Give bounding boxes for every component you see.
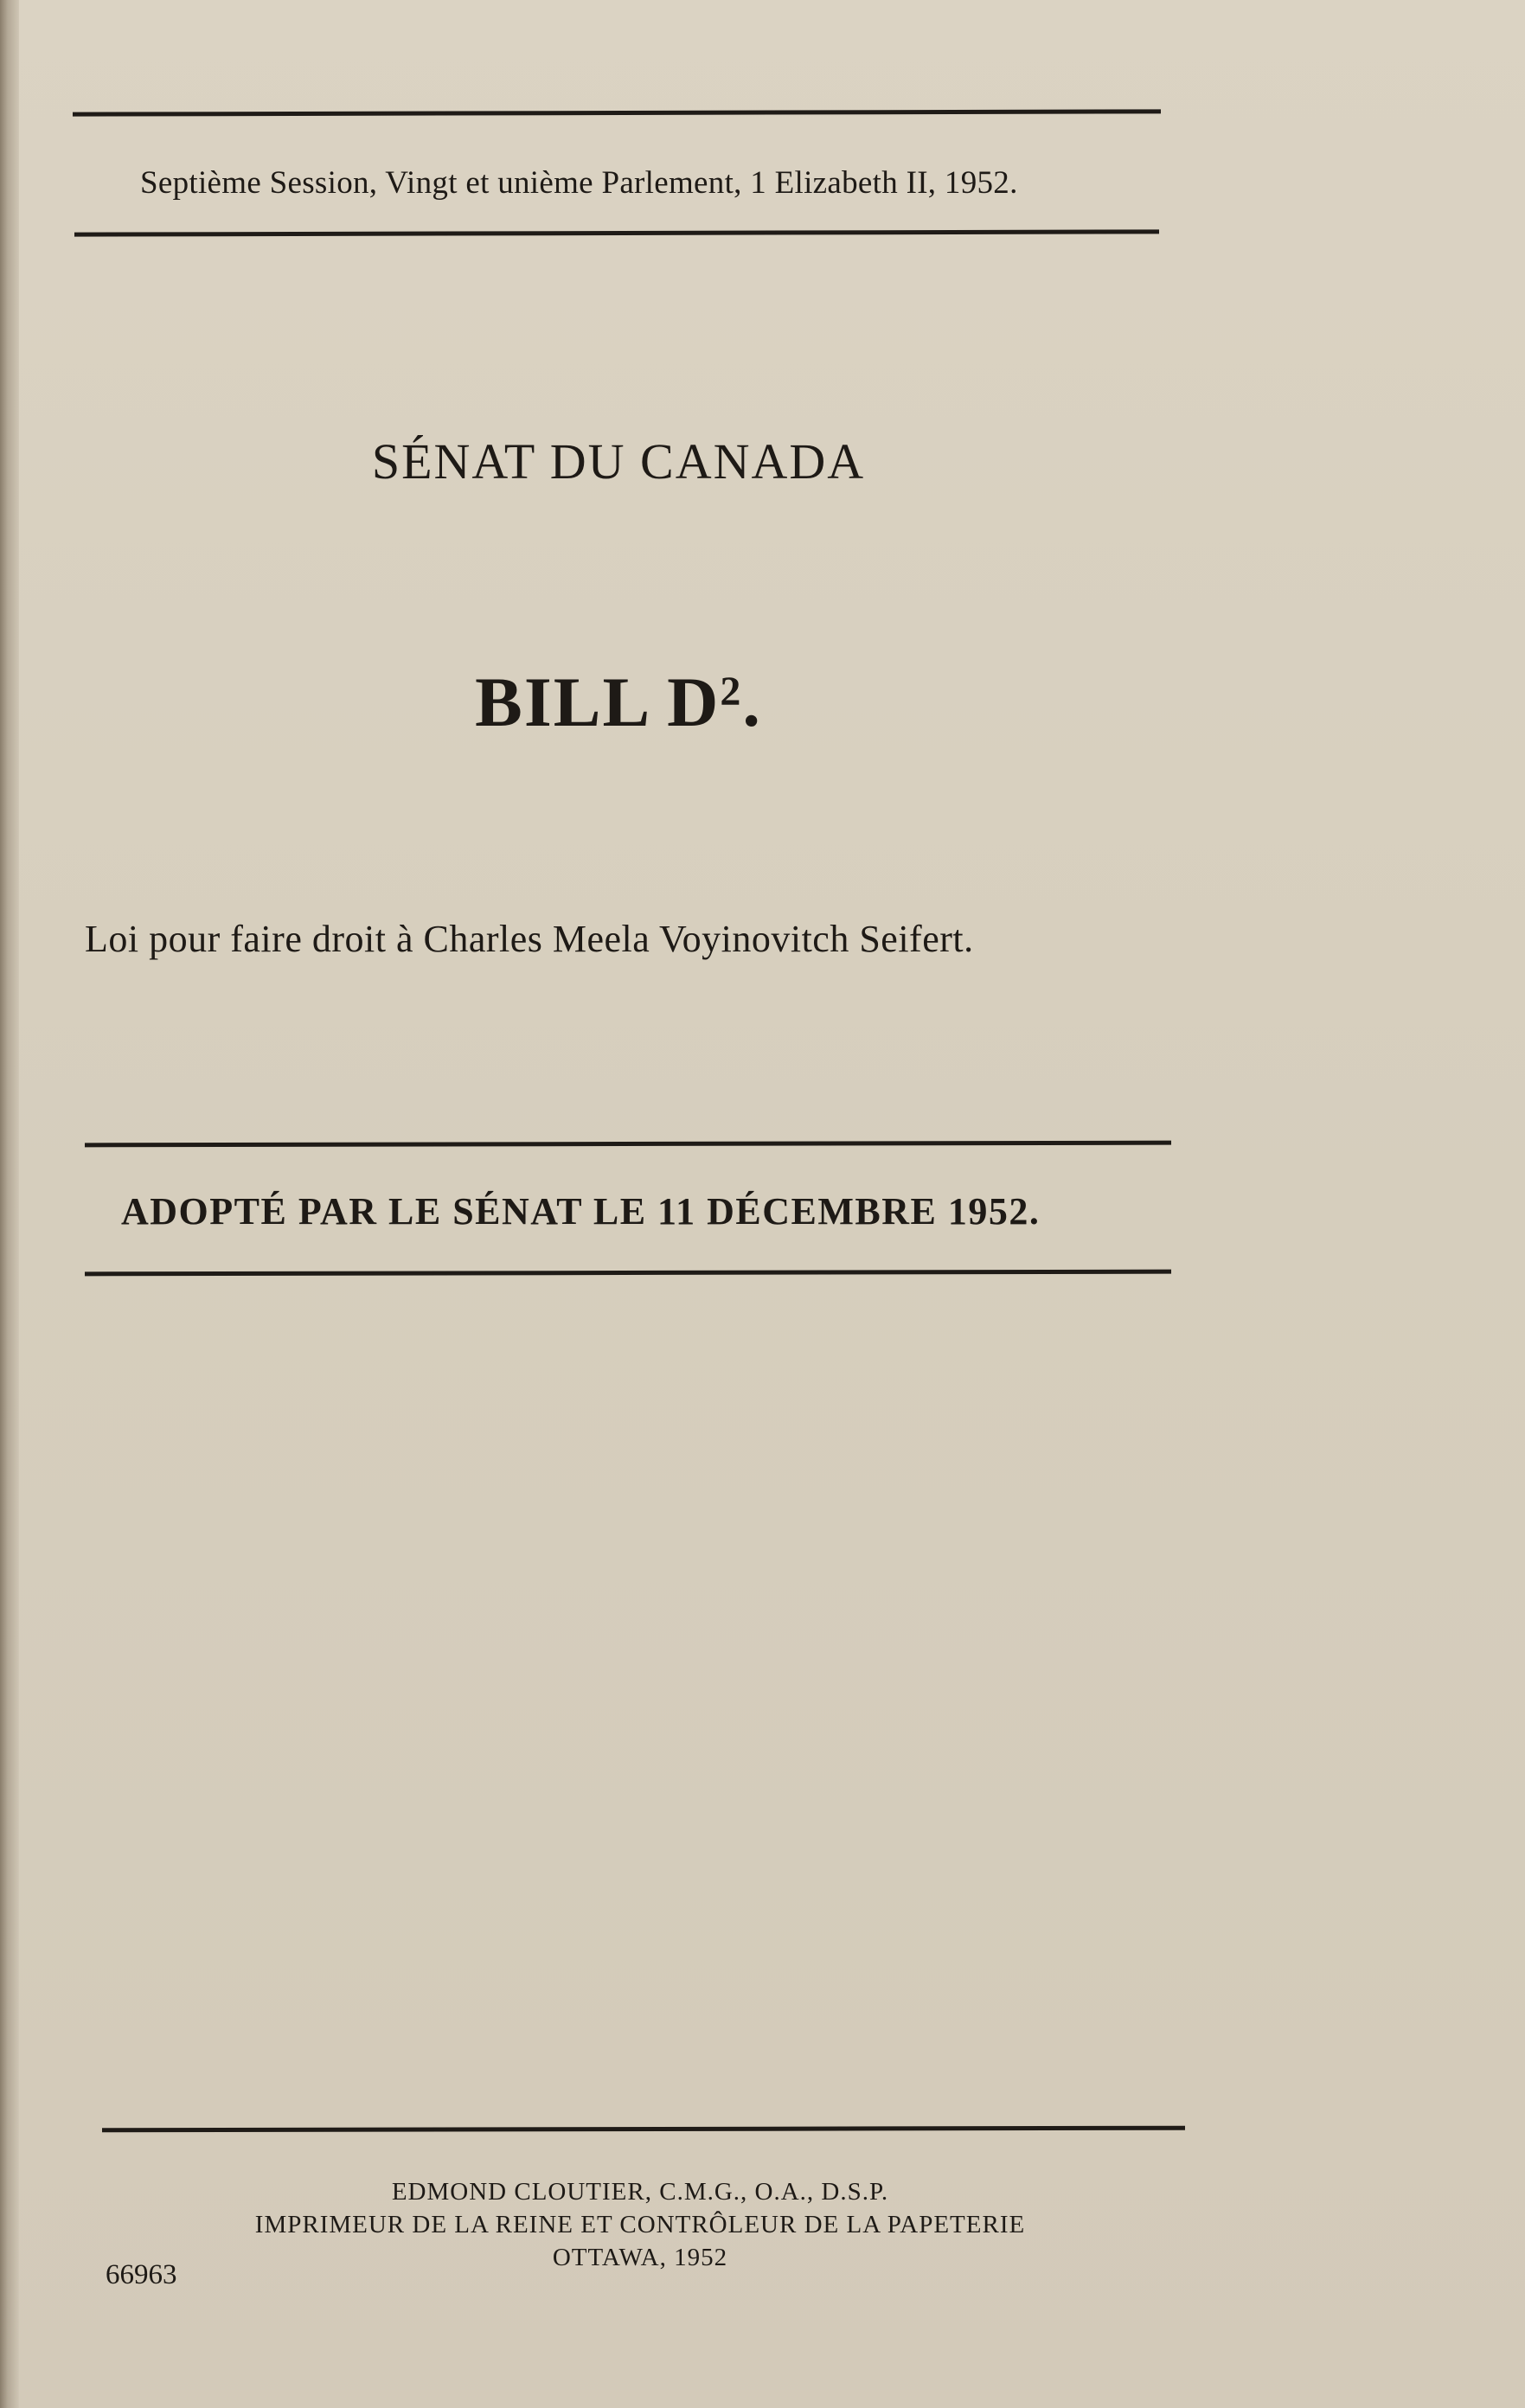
header-bottom-rule	[74, 229, 1159, 236]
bill-title: Loi pour faire droit à Charles Meela Voyinovitch Seifert.	[85, 918, 974, 960]
printer-place-year: OTTAWA, 1952	[552, 2244, 728, 2271]
adoption-bottom-rule	[85, 1270, 1171, 1277]
printer-title: IMPRIMEUR DE LA REINE ET CONTRÔLEUR DE LA PAPETERIE	[254, 2211, 1026, 2238]
binding-edge	[0, 0, 19, 2408]
bill-superscript: 2	[720, 669, 743, 714]
printer-imprint	[121, 2175, 1159, 2274]
print-number: 66963	[106, 2259, 177, 2290]
chamber-heading: SÉNAT DU CANADA	[371, 433, 866, 490]
printer-name: EDMOND CLOUTIER, C.M.G., O.A., D.S.P.	[391, 2178, 889, 2206]
footer-rule	[102, 2126, 1185, 2133]
header-top-rule	[73, 109, 1161, 116]
session-line: Septième Session, Vingt et unième Parlement, 1 Elizabeth II, 1952.	[140, 165, 1018, 201]
adoption-statement: ADOPTÉ PAR LE SÉNAT LE 11 DÉCEMBRE 1952.	[121, 1190, 1041, 1233]
bill-label: BILL D	[475, 663, 721, 741]
bill-number	[346, 662, 891, 743]
adoption-top-rule	[85, 1141, 1171, 1148]
bill-suffix: .	[742, 663, 762, 741]
